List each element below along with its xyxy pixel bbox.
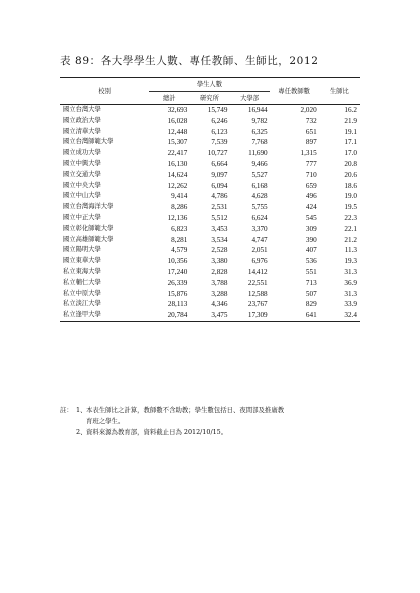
- header-students-group: 學生人數: [149, 78, 269, 92]
- total-students-cell: 32,693: [167, 106, 188, 114]
- table-title: 表 89：各大學學生人數、專任教師、生師比，2012: [60, 55, 319, 67]
- teacher-count-cell: 309: [305, 224, 317, 233]
- teacher-count-cell: 1,315: [300, 149, 317, 158]
- header-school: 校別: [60, 78, 149, 105]
- table-row: [60, 148, 360, 159]
- total-students-cell: 10,356: [167, 257, 188, 266]
- teacher-count-cell: 496: [305, 192, 317, 201]
- undergrad-students-cell: 9,466: [251, 159, 268, 168]
- footnote-1-continuation: [60, 416, 380, 427]
- school-name-cell: 國立中興大學: [63, 159, 101, 167]
- teacher-count-cell: 536: [305, 257, 317, 266]
- graduate-students-cell: 9,097: [211, 170, 228, 179]
- teacher-count-cell: 713: [305, 278, 317, 287]
- table-row: [60, 181, 360, 192]
- undergrad-students-cell: 16,944: [247, 106, 268, 114]
- footnote-text: 本表生師比之計算，教師數不含助教；學生數包括日、夜間部及推廣教: [86, 406, 285, 414]
- header-teachers: 專任教師數: [270, 78, 319, 105]
- teacher-count-cell: 545: [305, 213, 317, 222]
- undergrad-students-cell: 5,527: [251, 170, 268, 179]
- school-name-cell: 國立台灣大學: [63, 106, 101, 113]
- total-students-cell: 16,028: [167, 116, 188, 125]
- table-row: [60, 170, 360, 181]
- graduate-students-cell: 6,123: [211, 127, 228, 136]
- total-students-cell: 28,113: [167, 300, 188, 309]
- footnote-1: [60, 405, 380, 416]
- footnote-prefix: 註：: [60, 406, 73, 414]
- total-students-cell: 8,286: [171, 203, 188, 212]
- school-name-cell: 私立東海大學: [63, 267, 101, 275]
- undergrad-students-cell: 2,051: [251, 246, 268, 255]
- undergrad-students-cell: 4,628: [251, 192, 268, 201]
- total-students-cell: 6,823: [171, 224, 188, 233]
- footnote-text: 育班之學生。: [86, 417, 125, 425]
- table-row: [60, 299, 360, 310]
- school-name-cell: 私立中原大學: [63, 289, 101, 297]
- undergrad-students-cell: 3,370: [251, 224, 268, 233]
- total-students-cell: 9,414: [171, 192, 188, 201]
- header-ratio: 生師比: [319, 78, 360, 105]
- graduate-students-cell: 10,727: [207, 149, 228, 158]
- undergrad-students-cell: 6,624: [251, 213, 268, 222]
- header-graduate: 研究所: [189, 92, 229, 105]
- table-row: [60, 267, 360, 278]
- statistics-table: [60, 77, 360, 322]
- undergrad-students-cell: 5,755: [251, 203, 268, 212]
- table-row: [60, 137, 360, 148]
- school-name-cell: 國立中央大學: [63, 181, 101, 189]
- ratio-cell: 22.3: [344, 213, 357, 222]
- teacher-count-cell: 507: [305, 289, 317, 298]
- ratio-cell: 16.2: [344, 106, 357, 114]
- total-students-cell: 17,240: [167, 267, 188, 276]
- graduate-students-cell: 6,246: [211, 116, 228, 125]
- total-students-cell: 12,448: [167, 127, 188, 136]
- graduate-students-cell: 2,528: [211, 246, 228, 255]
- school-name-cell: 國立台灣師範大學: [63, 138, 114, 146]
- undergrad-students-cell: 6,168: [251, 181, 268, 190]
- undergrad-students-cell: 6,976: [251, 257, 268, 266]
- undergrad-students-cell: 17,309: [247, 311, 268, 320]
- total-students-cell: 14,624: [167, 170, 188, 179]
- school-name-cell: 國立成功大學: [63, 149, 101, 157]
- teacher-count-cell: 897: [305, 138, 317, 147]
- school-name-cell: 國立台灣海洋大學: [63, 203, 114, 211]
- undergrad-students-cell: 4,747: [251, 235, 268, 244]
- ratio-cell: 11.3: [344, 246, 357, 255]
- header-total: 總計: [149, 92, 189, 105]
- graduate-students-cell: 3,453: [211, 224, 228, 233]
- school-name-cell: 國立交通大學: [63, 170, 101, 178]
- ratio-cell: 17.0: [344, 149, 357, 158]
- school-name-cell: 國立陽明大學: [63, 246, 101, 254]
- total-students-cell: 12,262: [167, 181, 188, 190]
- school-name-cell: 國立彰化師範大學: [63, 224, 114, 232]
- graduate-students-cell: 3,534: [211, 235, 228, 244]
- ratio-cell: 31.3: [344, 289, 357, 298]
- footnote-number: 1、: [76, 406, 87, 414]
- graduate-students-cell: 3,788: [211, 278, 228, 287]
- table-row: [60, 202, 360, 213]
- school-name-cell: 國立東華大學: [63, 257, 101, 265]
- total-students-cell: 12,136: [167, 213, 188, 222]
- table-row: [60, 224, 360, 235]
- total-students-cell: 26,339: [167, 278, 188, 287]
- graduate-students-cell: 15,749: [207, 106, 228, 114]
- school-name-cell: 國立政治大學: [63, 116, 101, 124]
- teacher-count-cell: 641: [305, 311, 317, 320]
- graduate-students-cell: 7,539: [211, 138, 228, 147]
- graduate-students-cell: 3,288: [211, 289, 228, 298]
- ratio-cell: 31.3: [344, 267, 357, 276]
- table-row: [60, 310, 360, 321]
- header-undergrad: 大學部: [229, 92, 269, 105]
- ratio-cell: 19.0: [344, 192, 357, 201]
- teacher-count-cell: 710: [305, 170, 317, 179]
- graduate-students-cell: 2,531: [211, 203, 228, 212]
- graduate-students-cell: 3,475: [211, 311, 228, 320]
- undergrad-students-cell: 22,551: [247, 278, 268, 287]
- school-name-cell: 私立輔仁大學: [63, 278, 101, 286]
- table-row: [60, 256, 360, 267]
- total-students-cell: 22,417: [167, 149, 188, 158]
- ratio-cell: 19.5: [344, 203, 357, 212]
- teacher-count-cell: 2,020: [300, 106, 317, 114]
- teacher-count-cell: 424: [305, 203, 317, 212]
- table-row: [60, 116, 360, 127]
- school-name-cell: 私立淡江大學: [63, 300, 101, 308]
- footnotes: [60, 405, 380, 438]
- table-row: [60, 245, 360, 256]
- total-students-cell: 15,876: [167, 289, 188, 298]
- table-row: [60, 278, 360, 289]
- table-row: [60, 105, 360, 116]
- footnote-2: [60, 427, 380, 438]
- total-students-cell: 15,307: [167, 138, 188, 147]
- teacher-count-cell: 651: [305, 127, 317, 136]
- teacher-count-cell: 829: [305, 300, 317, 309]
- ratio-cell: 19.1: [344, 127, 357, 136]
- undergrad-students-cell: 23,767: [247, 300, 268, 309]
- ratio-cell: 18.6: [344, 181, 357, 190]
- teacher-count-cell: 551: [305, 267, 317, 276]
- total-students-cell: 4,579: [171, 246, 188, 255]
- ratio-cell: 33.9: [344, 300, 357, 309]
- ratio-cell: 21.2: [344, 235, 357, 244]
- graduate-students-cell: 6,664: [211, 159, 228, 168]
- table-body: [60, 105, 360, 322]
- ratio-cell: 36.9: [344, 278, 357, 287]
- teacher-count-cell: 777: [305, 159, 317, 168]
- undergrad-students-cell: 9,782: [251, 116, 268, 125]
- footnote-number: 2、: [76, 428, 87, 436]
- graduate-students-cell: 2,828: [211, 267, 228, 276]
- undergrad-students-cell: 6,325: [251, 127, 268, 136]
- school-name-cell: 國立中正大學: [63, 213, 101, 221]
- ratio-cell: 20.8: [344, 159, 357, 168]
- table-row: [60, 159, 360, 170]
- ratio-cell: 32.4: [344, 311, 357, 320]
- graduate-students-cell: 5,512: [211, 213, 228, 222]
- graduate-students-cell: 4,786: [211, 192, 228, 201]
- total-students-cell: 20,784: [167, 311, 188, 320]
- undergrad-students-cell: 12,588: [247, 289, 268, 298]
- school-name-cell: 私立逢甲大學: [63, 311, 101, 319]
- undergrad-students-cell: 7,768: [251, 138, 268, 147]
- table-row: [60, 235, 360, 246]
- graduate-students-cell: 3,380: [211, 257, 228, 266]
- graduate-students-cell: 4,346: [211, 300, 228, 309]
- teacher-count-cell: 407: [305, 246, 317, 255]
- ratio-cell: 21.9: [344, 116, 357, 125]
- footnote-text: 資料來源為教育部，資料截止日為 2012/10/15。: [86, 428, 228, 436]
- table-row: [60, 191, 360, 202]
- teacher-count-cell: 732: [305, 116, 317, 125]
- school-name-cell: 國立中山大學: [63, 192, 101, 200]
- ratio-cell: 20.6: [344, 170, 357, 179]
- school-name-cell: 國立清華大學: [63, 127, 101, 135]
- school-name-cell: 國立高雄師範大學: [63, 235, 114, 243]
- ratio-cell: 17.1: [344, 138, 357, 147]
- total-students-cell: 16,130: [167, 159, 188, 168]
- teacher-count-cell: 390: [305, 235, 317, 244]
- ratio-cell: 22.1: [344, 224, 357, 233]
- undergrad-students-cell: 11,690: [248, 149, 268, 158]
- ratio-cell: 19.3: [344, 257, 357, 266]
- total-students-cell: 8,281: [171, 235, 188, 244]
- graduate-students-cell: 6,094: [211, 181, 228, 190]
- table-row: [60, 127, 360, 138]
- undergrad-students-cell: 14,412: [247, 267, 268, 276]
- table-row: [60, 213, 360, 224]
- teacher-count-cell: 659: [305, 181, 317, 190]
- table-row: [60, 289, 360, 300]
